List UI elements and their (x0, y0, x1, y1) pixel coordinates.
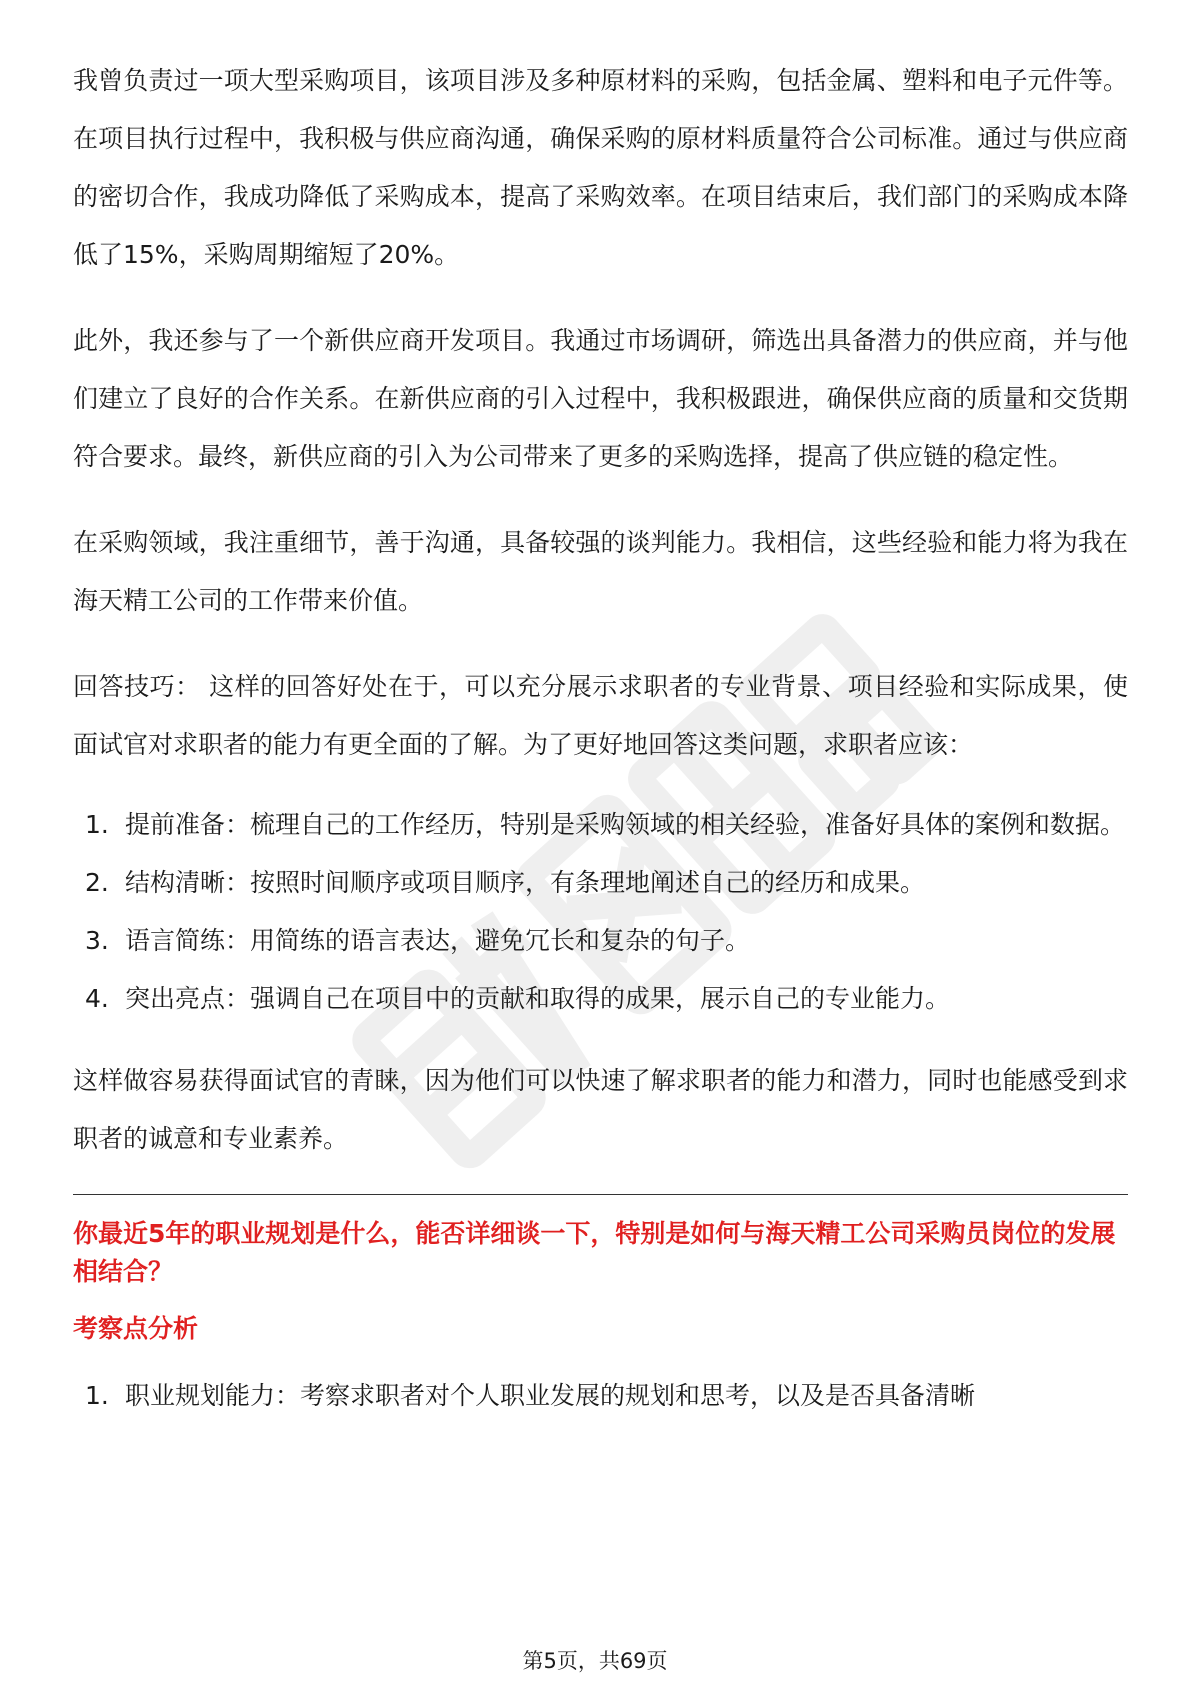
list-item (73, 970, 1128, 1028)
answer-tips-paragraph: 回答技巧： 这样的回答好处在于，可以充分展示求职者的专业背景、项目经验和实际成果，使面试官对求职者的能力有更全面的了解。为了更好地回答这类问题，求职者应该： (73, 672, 1128, 759)
list-number: 2. (85, 868, 109, 897)
body-paragraph: 此外，我还参与了一个新供应商开发项目。我通过市场调研，筛选出具备潜力的供应商，并与他们建立了良好的合作关系。在新供应商的引入过程中，我积极跟进，确保供应商的质量和交货期符合要求。最终，新供应商的引入为公司带来了更多的采购选择，提高了供应链的稳定性。 (73, 326, 1128, 471)
tips-list (73, 796, 1128, 1028)
section-divider (73, 1194, 1128, 1195)
list-number: 3. (85, 926, 109, 955)
list-number: 1. (85, 810, 109, 839)
list-item (73, 912, 1128, 970)
closing-paragraph: 这样做容易获得面试官的青睐，因为他们可以快速了解求职者的能力和潜力，同时也能感受到求职者的诚意和专业素养。 (73, 1066, 1128, 1153)
list-item (73, 1367, 1128, 1425)
body-paragraph: 我曾负责过一项大型采购项目，该项目涉及多种原材料的采购，包括金属、塑料和电子元件等。在项目执行过程中，我积极与供应商沟通，确保采购的原材料质量符合公司标准。通过与供应商的密切合作，我成功降低了采购成本，提高了采购效率。在项目结束后，我们部门的采购成本降低了15%，采购周期缩短了20%。 (73, 66, 1128, 269)
list-text: 职业规划能力：考察求职者对个人职业发展的规划和思考，以及是否具备清晰 (125, 1381, 976, 1410)
question-heading: 你最近5年的职业规划是什么，能否详细谈一下，特别是如何与海天精工公司采购员岗位的发展相结合？ (73, 1219, 1116, 1286)
analysis-list (73, 1367, 1128, 1425)
list-text: 突出亮点：强调自己在项目中的贡献和取得的成果，展示自己的专业能力。 (125, 984, 951, 1013)
list-number: 1. (85, 1381, 109, 1410)
body-paragraph: 在采购领域，我注重细节，善于沟通，具备较强的谈判能力。我相信，这些经验和能力将为我在海天精工公司的工作带来价值。 (73, 528, 1128, 615)
page-footer: 第5页，共69页 (522, 1649, 668, 1673)
list-item (73, 854, 1128, 912)
list-text: 结构清晰：按照时间顺序或项目顺序，有条理地阐述自己的经历和成果。 (125, 868, 926, 897)
document-page (73, 52, 1128, 1449)
analysis-heading: 考察点分析 (73, 1314, 199, 1343)
list-item (73, 796, 1128, 854)
list-text: 提前准备：梳理自己的工作经历，特别是采购领域的相关经验，准备好具体的案例和数据。 (125, 810, 1126, 839)
list-number: 4. (85, 984, 109, 1013)
list-text: 语言简练：用简练的语言表达，避免冗长和复杂的句子。 (125, 926, 751, 955)
